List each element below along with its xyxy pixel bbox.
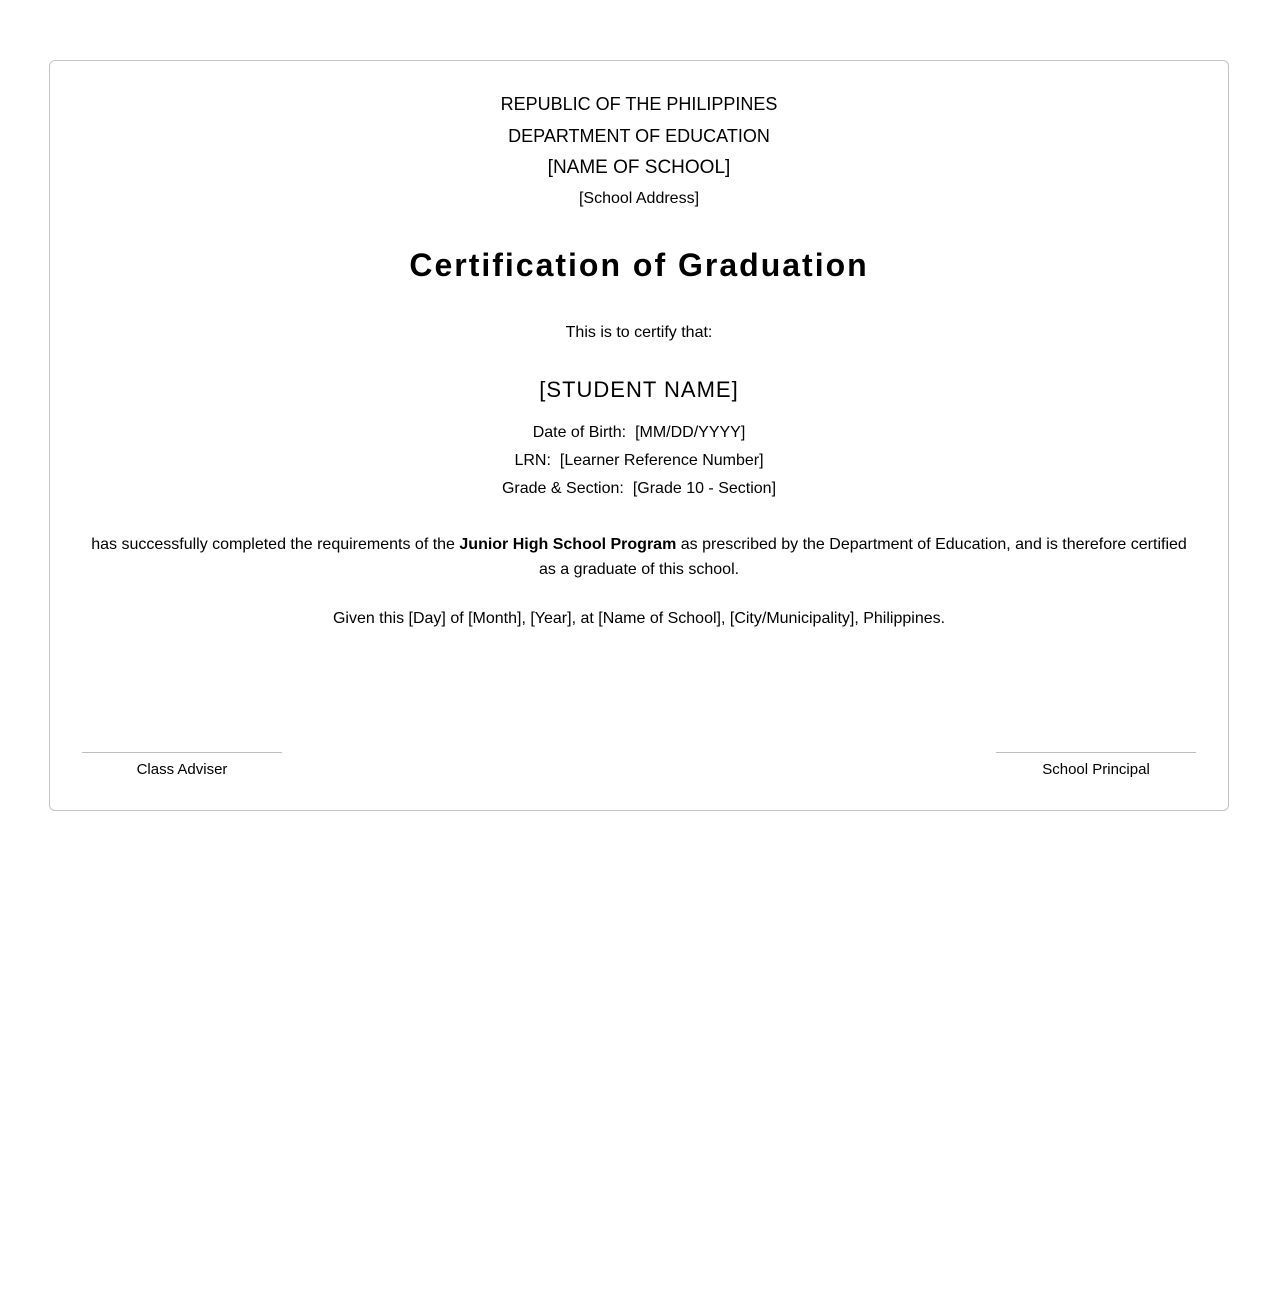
detail-label: Date of Birth: bbox=[532, 424, 627, 441]
statement-before: has successfully completed the requirements of the bbox=[91, 536, 460, 553]
signature-label: School Principal bbox=[1042, 761, 1150, 778]
given-statement: Given this [Day] of [Month], [Year], at [Name of School], [City/Municipality], Philippines. bbox=[332, 610, 946, 627]
detail-lrn bbox=[50, 451, 1228, 471]
completion-statement bbox=[82, 532, 1196, 582]
student-name: [STUDENT NAME] bbox=[539, 377, 739, 402]
school-address: [School Address] bbox=[578, 190, 700, 207]
republic-heading: REPUBLIC OF THE PHILIPPINES bbox=[500, 94, 778, 114]
school-name: [NAME OF SCHOOL] bbox=[547, 157, 731, 178]
detail-label: Grade & Section: bbox=[501, 480, 624, 497]
signature-label: Class Adviser bbox=[136, 761, 228, 778]
detail-date-of-birth bbox=[50, 423, 1228, 443]
certificate-title: Certification of Graduation bbox=[409, 247, 869, 283]
detail-value: [Grade 10 - Section] bbox=[632, 480, 777, 497]
department-heading: DEPARTMENT OF EDUCATION bbox=[508, 126, 770, 146]
detail-grade-section bbox=[50, 479, 1228, 499]
certify-intro: This is to certify that: bbox=[565, 324, 713, 341]
program-name: Junior High School Program bbox=[459, 536, 677, 553]
statement-after: as prescribed by the Department of Education, and is therefore certified as a graduate of this school. bbox=[538, 536, 1187, 578]
detail-label: LRN: bbox=[514, 452, 551, 469]
certificate-card bbox=[49, 60, 1229, 811]
detail-value: [Learner Reference Number] bbox=[559, 452, 764, 469]
signature-class-adviser bbox=[82, 752, 282, 779]
signature-school-principal bbox=[996, 752, 1196, 779]
detail-value: [MM/DD/YYYY] bbox=[635, 424, 746, 441]
